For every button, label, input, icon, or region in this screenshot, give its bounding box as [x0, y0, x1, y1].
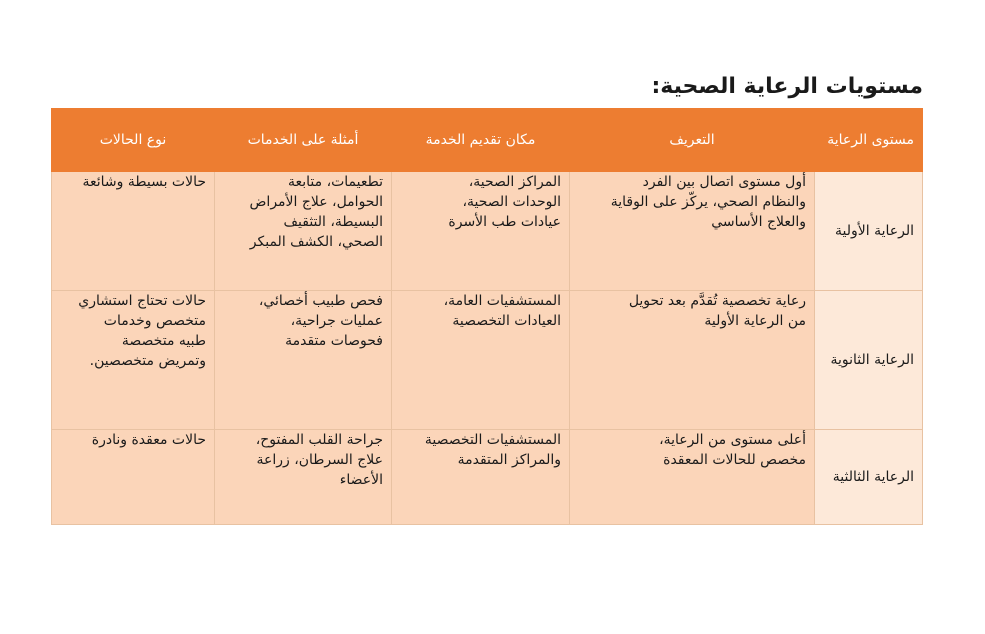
cell-examples: فحص طبيب أخصائي، عمليات جراحية، فحوصات متقدمة — [215, 291, 392, 430]
cell-definition: أعلى مستوى من الرعاية، مخصص للحالات المعقدة — [570, 430, 815, 525]
cell-cases: حالات تحتاج استشاري متخصص وخدمات طبيه متخصصة وتمريض متخصصين. — [52, 291, 215, 430]
cell-place: المستشفيات التخصصية والمراكز المتقدمة — [392, 430, 570, 525]
cell-level: الرعاية الأولية — [815, 172, 923, 291]
page-title: مستويات الرعاية الصحية: — [651, 74, 923, 99]
cell-cases: حالات بسيطة وشائعة — [52, 172, 215, 291]
care-levels-table — [51, 108, 923, 525]
cell-cases: حالات معقدة ونادرة — [52, 430, 215, 525]
header-service-examples: أمثلة على الخدمات — [215, 109, 392, 172]
header-service-place: مكان تقديم الخدمة — [392, 109, 570, 172]
cell-examples: تطعيمات، متابعة الحوامل، علاج الأمراض البسيطة، التثقيف الصحي، الكشف المبكر — [215, 172, 392, 291]
cell-level: الرعاية الثانوية — [815, 291, 923, 430]
table-row — [52, 172, 923, 291]
cell-place: المستشفيات العامة، العيادات التخصصية — [392, 291, 570, 430]
header-case-type: نوع الحالات — [52, 109, 215, 172]
table-header-row — [52, 109, 923, 172]
table-row — [52, 291, 923, 430]
header-definition: التعريف — [570, 109, 815, 172]
header-care-level: مستوى الرعاية — [815, 109, 923, 172]
table-row — [52, 430, 923, 525]
cell-examples: جراحة القلب المفتوح، علاج السرطان، زراعة الأعضاء — [215, 430, 392, 525]
cell-place: المراكز الصحية، الوحدات الصحية، عيادات طب الأسرة — [392, 172, 570, 291]
cell-level: الرعاية الثالثية — [815, 430, 923, 525]
cell-definition: أول مستوى اتصال بين الفرد والنظام الصحي، يركّز على الوقاية والعلاج الأساسي — [570, 172, 815, 291]
cell-definition: رعاية تخصصية تُقدَّم بعد تحويل من الرعاية الأولية — [570, 291, 815, 430]
